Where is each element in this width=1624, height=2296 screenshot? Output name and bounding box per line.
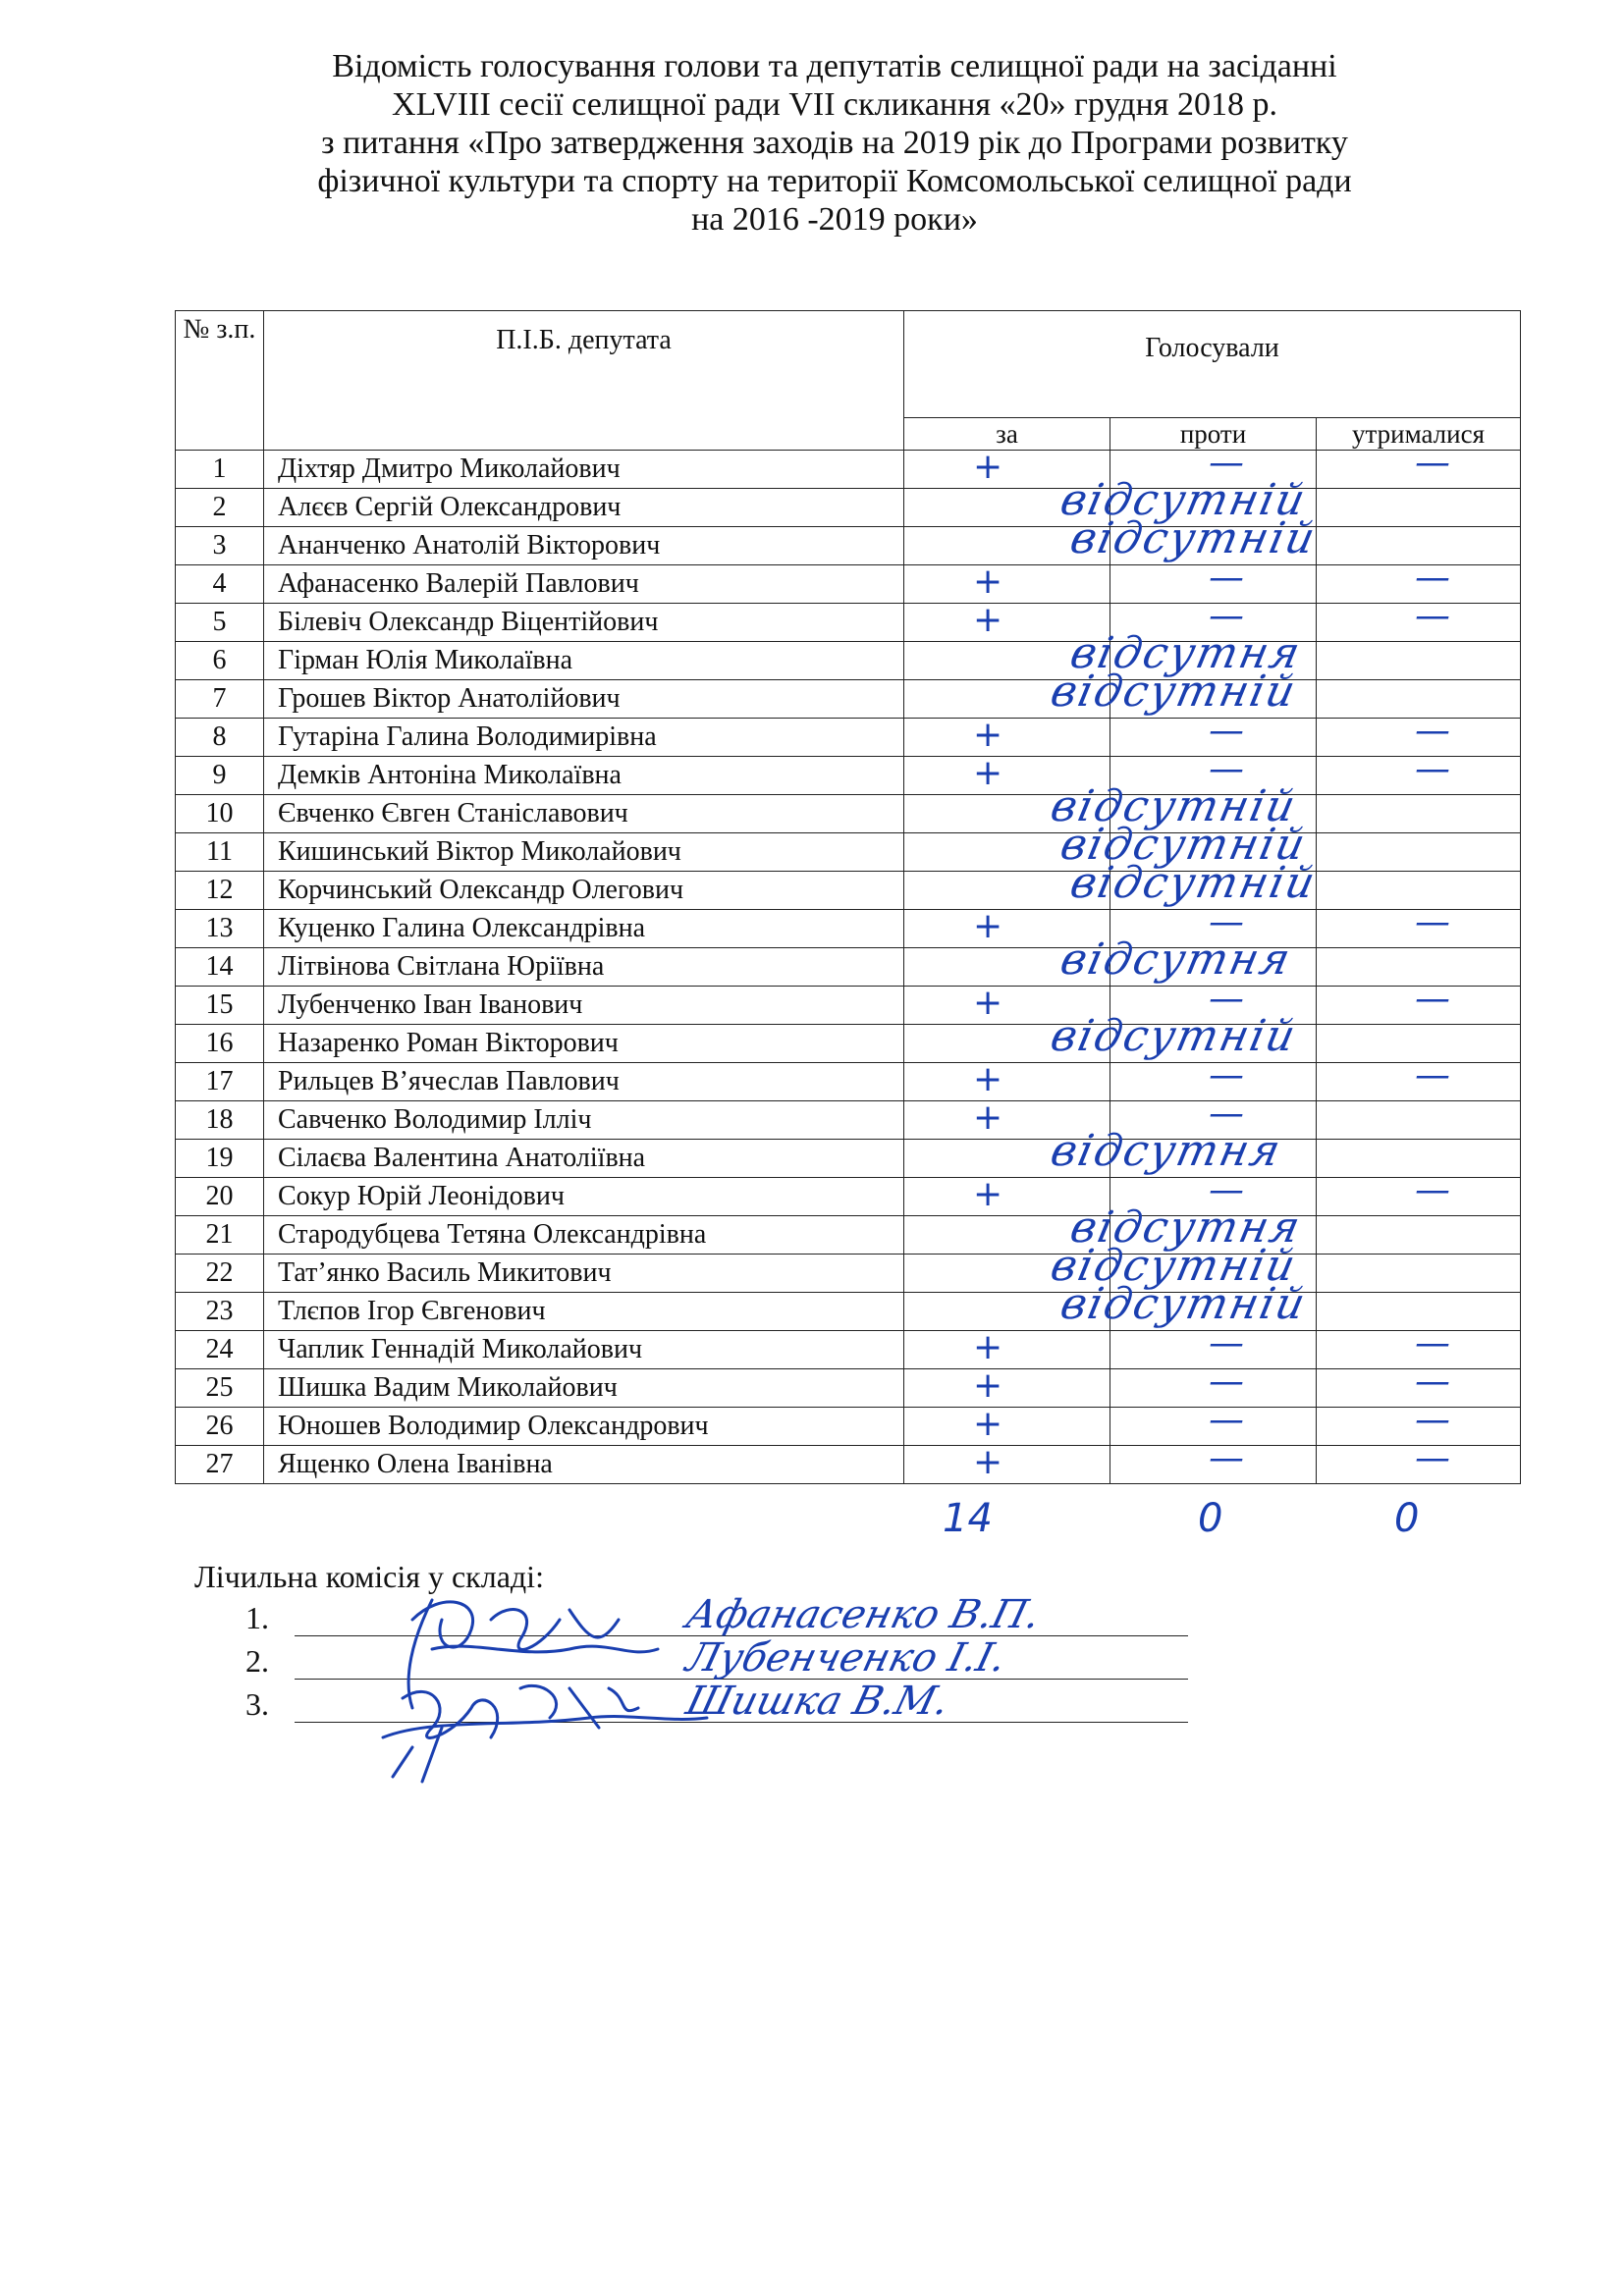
vote-against-mark: — [1209, 1055, 1244, 1095]
header-abstained: утрималися [1317, 418, 1521, 451]
vote-against [1110, 749, 1317, 795]
vote-abstained-mark: — [1415, 443, 1450, 483]
absent-note: відсутній [1046, 1241, 1302, 1291]
vote-for-mark: + [973, 1442, 1003, 1482]
row-number: 25 [176, 1369, 264, 1408]
table-row [176, 795, 1521, 833]
member-name: Лубенченко І.І. [681, 1635, 1011, 1681]
absent-note: відсутній [1065, 858, 1322, 908]
table-row [176, 1408, 1521, 1446]
vote-for-mark: + [973, 1365, 1003, 1406]
deputy-name: Юношев Володимир Олександрович [264, 1408, 904, 1446]
header-name: П.І.Б. депутата [264, 311, 904, 451]
vote-for [904, 781, 1302, 833]
row-number: 7 [176, 680, 264, 719]
vote-for [904, 1327, 1110, 1369]
vote-against-mark: — [1209, 1400, 1244, 1440]
header-for: за [904, 418, 1110, 451]
deputy-name: Афанасенко Валерій Павлович [264, 565, 904, 604]
vote-for-mark: + [973, 1404, 1003, 1444]
row-number: 19 [176, 1140, 264, 1178]
vote-abstained [1317, 749, 1521, 795]
row-number: 17 [176, 1063, 264, 1101]
vote-for-mark: + [973, 1327, 1003, 1367]
vote-for-mark: + [973, 600, 1003, 640]
table-row [176, 680, 1521, 719]
vote-for [904, 1442, 1110, 1484]
absent-note: відсутня [1046, 1126, 1287, 1176]
vote-abstained [1317, 902, 1521, 948]
row-number: 24 [176, 1331, 264, 1369]
table-row [176, 604, 1521, 642]
vote-against-mark: — [1209, 979, 1244, 1019]
vote-for [904, 1174, 1110, 1216]
table-row [176, 489, 1521, 527]
header-voted: Голосували [904, 311, 1521, 418]
deputy-name: Стародубцева Тетяна Олександрівна [264, 1216, 904, 1255]
deputy-name: Ананченко Анатолій Вікторович [264, 527, 904, 565]
vote-against [1110, 833, 1317, 872]
deputy-name: Сокур Юрій Леонідович [264, 1178, 904, 1216]
vote-for-mark: + [973, 1059, 1003, 1099]
header-number-label: № з.п. [183, 314, 256, 345]
table-row [176, 987, 1521, 1025]
vote-for-mark: + [973, 1174, 1003, 1214]
table-row [176, 719, 1521, 757]
row-number: 12 [176, 872, 264, 910]
table-row [176, 948, 1521, 987]
table-row [176, 1216, 1521, 1255]
deputy-name: Діхтяр Дмитро Миколайович [264, 451, 904, 489]
deputy-name: Євченко Євген Станіславович [264, 795, 904, 833]
vote-abstained-mark: — [1415, 1362, 1450, 1402]
vote-for [904, 600, 1110, 642]
table-row [176, 1369, 1521, 1408]
deputy-name: Шишка Вадим Миколайович [264, 1369, 904, 1408]
vote-against [1110, 642, 1317, 680]
row-number: 22 [176, 1255, 264, 1293]
row-number: 11 [176, 833, 264, 872]
row-number: 26 [176, 1408, 264, 1446]
vote-against [1110, 902, 1317, 948]
vote-for [904, 1126, 1287, 1178]
deputy-name: Кишинський Віктор Миколайович [264, 833, 904, 872]
absent-note: відсутня [1065, 628, 1307, 678]
row-number: 27 [176, 1446, 264, 1484]
vote-abstained-mark: — [1415, 902, 1450, 942]
vote-against-mark: — [1209, 596, 1244, 636]
deputy-name: Демків Антоніна Миколаївна [264, 757, 904, 795]
deputy-name: Чаплик Геннадій Миколайович [264, 1331, 904, 1369]
absent-note: відсутній [1056, 820, 1312, 870]
vote-for [904, 820, 1312, 872]
table-row [176, 1293, 1521, 1331]
deputy-name: Лубенченко Іван Іванович [264, 987, 904, 1025]
vote-for [904, 1365, 1110, 1408]
row-number: 5 [176, 604, 264, 642]
vote-for [904, 753, 1110, 795]
vote-for [904, 858, 1322, 910]
table-row [176, 1025, 1521, 1063]
row-number: 20 [176, 1178, 264, 1216]
total-against: 0 [1198, 1496, 1223, 1541]
vote-for-mark: + [973, 983, 1003, 1023]
table-row [176, 1255, 1521, 1293]
vote-against [1110, 1094, 1317, 1140]
vote-abstained [1317, 1170, 1521, 1216]
table-row [176, 642, 1521, 680]
deputy-name: Куценко Галина Олександрівна [264, 910, 904, 948]
vote-abstained-mark: — [1415, 979, 1450, 1019]
vote-for [904, 1011, 1302, 1063]
absent-note: відсутній [1046, 781, 1302, 831]
vote-against [1110, 443, 1317, 489]
vote-for [904, 628, 1307, 680]
vote-against [1110, 1170, 1317, 1216]
vote-abstained-mark: — [1415, 1400, 1450, 1440]
vote-for [904, 934, 1297, 987]
title-line-2: XLVIII сесії селищної ради VII скликання «20» грудня 2018 р. [392, 86, 1277, 123]
total-for: 14 [943, 1496, 993, 1541]
total-abstained: 0 [1394, 1496, 1420, 1541]
deputy-name: Грошев Віктор Анатолійович [264, 680, 904, 719]
row-number: 15 [176, 987, 264, 1025]
vote-for [904, 561, 1110, 604]
deputy-name: Тлєпов Ігор Євгенович [264, 1293, 904, 1331]
title-line-5: на 2016 -2019 роки» [691, 201, 978, 238]
header-number [176, 311, 264, 451]
vote-abstained [1317, 979, 1521, 1025]
vote-against-mark: — [1209, 711, 1244, 751]
deputy-name: Алєєв Сергій Олександрович [264, 489, 904, 527]
deputy-name: Рильцев В’ячеслав Павлович [264, 1063, 904, 1101]
vote-for [904, 1202, 1307, 1255]
vote-against [1110, 1438, 1317, 1484]
vote-for [904, 983, 1110, 1025]
vote-for [904, 906, 1110, 948]
vote-abstained-mark: — [1415, 1170, 1450, 1210]
deputy-name: Тат’янко Василь Микитович [264, 1255, 904, 1293]
vote-abstained [1317, 443, 1521, 489]
vote-abstained [1317, 833, 1521, 872]
vote-for [904, 1097, 1110, 1140]
deputy-name: Сілаєва Валентина Анатоліївна [264, 1140, 904, 1178]
voting-table [175, 310, 1521, 1484]
vote-for-mark: + [973, 906, 1003, 946]
row-number: 10 [176, 795, 264, 833]
vote-against [1110, 795, 1317, 833]
absent-note: відсутній [1056, 1279, 1312, 1329]
signature-scribbles [373, 1580, 727, 1787]
vote-abstained [1317, 795, 1521, 833]
row-number: 6 [176, 642, 264, 680]
vote-for [904, 447, 1110, 489]
row-number: 4 [176, 565, 264, 604]
table-row [176, 910, 1521, 948]
vote-abstained [1317, 489, 1521, 527]
member-name: Афанасенко В.П. [681, 1592, 1046, 1637]
row-number: 2 [176, 489, 264, 527]
title-line-1: Відомість голосування голови та депутатів селищної ради на засіданні [332, 48, 1337, 84]
vote-for-mark: + [973, 561, 1003, 602]
member-number: 3. [245, 1686, 269, 1722]
table-row [176, 565, 1521, 604]
vote-abstained-mark: — [1415, 1323, 1450, 1363]
vote-for [904, 1241, 1302, 1293]
vote-against-mark: — [1209, 749, 1244, 789]
deputy-name: Літвінова Світлана Юріївна [264, 948, 904, 987]
vote-against-mark: — [1209, 443, 1244, 483]
table-row [176, 1446, 1521, 1484]
table-row [176, 872, 1521, 910]
vote-against [1110, 596, 1317, 642]
voting-table-body [176, 443, 1521, 1484]
table-row [176, 1140, 1521, 1178]
table-row [176, 833, 1521, 872]
table-row [176, 1101, 1521, 1140]
vote-abstained-mark: — [1415, 1438, 1450, 1478]
absent-note: відсутній [1056, 475, 1312, 525]
deputy-name: Ященко Олена Іванівна [264, 1446, 904, 1484]
vote-against-mark: — [1209, 1323, 1244, 1363]
deputy-name: Гірман Юлія Миколаївна [264, 642, 904, 680]
absent-note: відсутній [1046, 667, 1302, 717]
header-against: проти [1110, 418, 1317, 451]
document-title [196, 47, 1473, 239]
vote-abstained [1317, 1101, 1521, 1140]
vote-abstained-mark: — [1415, 1055, 1450, 1095]
vote-against-mark: — [1209, 1438, 1244, 1478]
vote-for-mark: + [973, 1097, 1003, 1138]
row-number: 16 [176, 1025, 264, 1063]
vote-abstained [1317, 1216, 1521, 1255]
vote-against-mark: — [1209, 1094, 1244, 1134]
vote-abstained-mark: — [1415, 749, 1450, 789]
vote-for [904, 475, 1312, 527]
vote-abstained [1317, 1438, 1521, 1484]
deputy-name: Савченко Володимир Ілліч [264, 1101, 904, 1140]
table-row [176, 1178, 1521, 1216]
commission-label: Лічильна комісія у складі: [194, 1559, 544, 1594]
vote-against-mark: — [1209, 1362, 1244, 1402]
absent-note: відсутній [1065, 513, 1322, 563]
row-number: 8 [176, 719, 264, 757]
vote-against-mark: — [1209, 558, 1244, 598]
member-number: 1. [245, 1600, 269, 1635]
vote-for-mark: + [973, 753, 1003, 793]
absent-note: відсутня [1065, 1202, 1307, 1253]
vote-for [904, 715, 1110, 757]
vote-for-mark: + [973, 447, 1003, 487]
vote-against-mark: — [1209, 1170, 1244, 1210]
title-line-4: фізичної культури та спорту на території Комсомольської селищної ради [317, 163, 1352, 199]
vote-against [1110, 489, 1317, 527]
row-number: 21 [176, 1216, 264, 1255]
row-number: 18 [176, 1101, 264, 1140]
vote-abstained [1317, 596, 1521, 642]
vote-for-mark: + [973, 715, 1003, 755]
deputy-name: Назаренко Роман Вікторович [264, 1025, 904, 1063]
row-number: 9 [176, 757, 264, 795]
vote-for [904, 1059, 1110, 1101]
row-number: 13 [176, 910, 264, 948]
vote-for [904, 513, 1322, 565]
table-row [176, 1063, 1521, 1101]
vote-against-mark: — [1209, 902, 1244, 942]
deputy-name: Корчинський Олександр Олегович [264, 872, 904, 910]
vote-abstained-mark: — [1415, 558, 1450, 598]
vote-abstained [1317, 642, 1521, 680]
deputy-name: Гутаріна Галина Володимирівна [264, 719, 904, 757]
table-row [176, 757, 1521, 795]
vote-against [1110, 1216, 1317, 1255]
table-row [176, 527, 1521, 565]
table-row [176, 1331, 1521, 1369]
table-row [176, 451, 1521, 489]
vote-abstained [1317, 1055, 1521, 1101]
row-number: 23 [176, 1293, 264, 1331]
absent-note: відсутня [1056, 934, 1297, 985]
vote-for [904, 1279, 1312, 1331]
vote-for [904, 667, 1302, 719]
row-number: 14 [176, 948, 264, 987]
title-line-3: з питання «Про затвердження заходів на 2019 рік до Програми розвитку [321, 125, 1348, 161]
vote-abstained [1317, 1255, 1521, 1293]
absent-note: відсутній [1046, 1011, 1302, 1061]
vote-against [1110, 1255, 1317, 1293]
row-number: 3 [176, 527, 264, 565]
vote-for [904, 1404, 1110, 1446]
deputy-name: Білевіч Олександр Віцентійович [264, 604, 904, 642]
vote-abstained-mark: — [1415, 596, 1450, 636]
vote-abstained-mark: — [1415, 711, 1450, 751]
vote-against [1110, 979, 1317, 1025]
member-number: 2. [245, 1643, 269, 1679]
row-number: 1 [176, 451, 264, 489]
member-name: Шишка В.М. [681, 1679, 954, 1724]
